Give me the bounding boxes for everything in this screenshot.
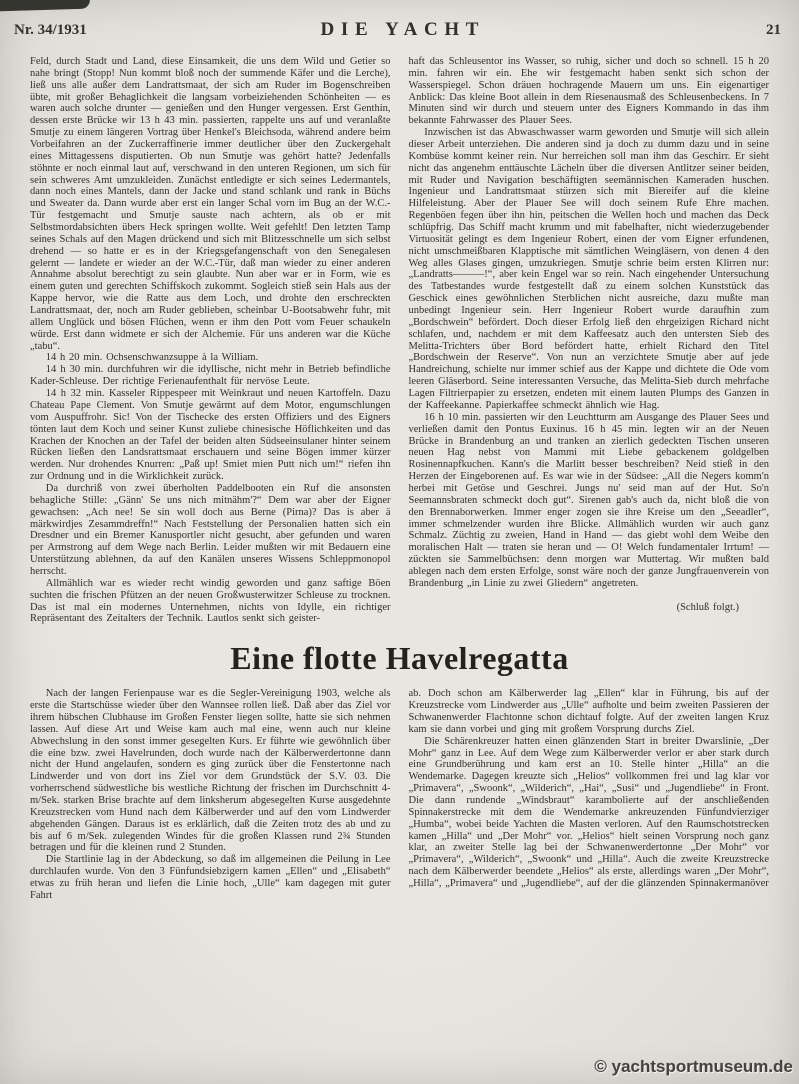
page-number: 21 <box>766 22 781 38</box>
paragraph: ab. Doch schon am Kälberwerder lag „Ellen“ klar in Führung, bis auf der Kreuzstrecke vom Lindwerder aus „Ulle“ aufholte und beim zweiten Passieren der Schwanenwerder Flachtonne schon dichtauf folgte. Auf der zweiten langen Kruz kam sie dann vorbei und ging mit großem Vorsprung durchs Ziel. <box>408 688 769 735</box>
paragraph: Die Startlinie lag in der Abdeckung, so daß im allgemeinen die Peilung in Lee durchlaufen wurde. Von den 3 Fünfundsiebzigern kamen „Ellen“ und „Elisabeth“ etwas zu früh heran und liefen die Linie hoch, „Ulle“ kam dagegen mit guter Fahrt <box>30 854 391 901</box>
closing-note: (Schluß folgt.) <box>676 601 739 613</box>
paragraph: Feld, durch Stadt und Land, diese Einsamkeit, die uns dem Wild und Getier so nahe bringt (Stopp! Nun kommt bloß noch der summende Käfer und die Lerche), ließ uns alle außer dem Landrattsmaat, der sich am Ruder im Bogenschreiben übte, mit großer Behaglichkeit die langsam vorbeiziehenden Schönheiten — es waren auch solche drunter — genießen und den Hunger vergessen. Erst Genthin, dessen erste Brücke wir 13 h 43 min. passierten, rappelte uns auf und veranlaßte Smutje zu einem längeren Vortrag über Henkel's Bleichsoda, während andere beim Vorbeifahren an der Zuckerraffinerie immer deutlicher über den Zuckergehalt eines Mittagessens disputierten. Ob nun Smutje was gehört hatte? Jedenfalls stöhnte er noch einmal laut auf, verschwand in den unteren Regionen, um sich für sein schweres Amt umzukleiden. Zunächst entledigte er sich seines Ledermantels, dann noch eines Mantels, dann der Jacke und stand schlank und rank in Büchs und Sweater da. Dann wurde aber erst ein langer Schal vorn im Bug an der W.C.-Tür festgemacht und Smutje sauste nach achtern, als ob er mit Selbstmordabsichten übers Heck springen wollte. Weit gefehlt! Den letzten Tamp seines Schals auf den Magen drückend und sich mit Blitzesschnelle um sich selbst drehend — so hatte er es in der Kriegsgefangenschaft von den Senegalesen gelernt — landete er wieder an der W.C.-Tür, daß man wieder zu einer anderen Annahme absolut berechtigt zu sein glaubte. Nun aber war er in Form, wie es einem guten und gerechten Schiffskoch zukommt. Sogleich stieß sein Hals aus der Kappe hervor, wie die Ratte aus dem Loch, und drohte den erschreckten Landrattsmaat, der, noch am Ruder geblieben, scheinbar U-Bootsabwehr fuhr, mit allem Unglück und bösen Flüchen, wenn er ihm den Pott vom Feuer schaukeln würde. Erst dann widmete er sich der Alchemie. Für uns anderen war die Küche „tabu“. <box>30 56 391 352</box>
paragraph: Da durchriß von zwei überholten Paddelbooten ein Ruf die ansonsten behagliche Stille: „Gänn' Se uns nich mitnähm'?“ Dem war aber der Eigner gewachsen: „Ach nee! Se sin woll doch aus Berne (Pirna)? Das is aber ä märkwirdjes Zesammdreffn!“ Nach Feststellung der Personalien hatten sich ein Dresdner und ein Bremer Kanusportler nicht gesucht, aber gefunden und waren per Armstrong auf dem Wege nach Berlin. Leider mußten wir mit Bedauern eine Unterstützung ablehnen, da auf den Kanälen unseres Wissens Schleppmonopol herrscht. <box>30 482 391 577</box>
paragraph: haft das Schleusentor ins Wasser, so ruhig, sicher und doch so schnell. 15 h 20 min. fahren wir ein. Ehe wir festgemacht haben senkt sich schon der Wasserspiegel. Schon dräuen hochragende Mauern um uns. Ein eigenartiger Anblick: Das kleine Boot allein in dem Riesenausmaß des Schleusenbeckens. In 7 Minuten sind wir durch und steuern unter des Eigners Kommando in das ihm bekannte Fahrwasser des Plauer Sees. <box>408 56 769 127</box>
right-column <box>409 56 770 625</box>
left-column <box>30 688 391 901</box>
left-column <box>30 56 391 625</box>
paragraph: 16 h 10 min. passierten wir den Leuchtturm am Ausgange des Plauer Sees und verließen damit den Pontus Euxinus. 16 h 45 min. legten wir an der Neuen Brücke in Brandenburg an und tranken an zierlich gedeckten Tischen unseren neuen Hag nebst von Mammi mit Liebe gebackenem goldgelben Rosinennapfkuchen. Kann's die Marlitt besser beschreiben? Neid stieß in den Herzen der Eingeborenen auf. Es war wie in der Südsee: „All die Negers komm'n herbei mit Getöse und Geschrei. Jungs nu' seid man auf der Hut. So'n Seemannsbraten schmeckt doch gut“. Sirenen gab's auch da, nicht bloß die von den Brennaborwerken. Immer enger zogen sie ihre Kreise um den „Seeadler“, immer schmelzender wurden ihre Blicke. Allmählich wurden wir auch ganz Schmalz. Züchtig zu zweien, Hand in Hand — das giebt wohl dem Weibe den moralischen Halt — traten sie heran und — O! Welch fundamentaler Irrtum! — zückten sie Sammelbüchsen: denn morgen war Muttertag. Wir mußten bald ablegen nach dem ersten Erfolge, sonst wäre noch der ganze Jungfrauenverein von Brandenburg „in Linie zu zwei Gliedern“ angetreten. <box>408 411 769 589</box>
paragraph: Die Schärenkreuzer hatten einen glänzenden Start in breiter Dwarslinie, „Der Mohr“ ganz in Lee. Auf dem Wege zum Kälberwerder verlor er aber stark durch eine Grundberührung und kam erst an 10. Stelle hinter „Hilla“ an die Wendemarke. Dagegen kreuzte sich „Helios“ vollkommen frei und lag klar vor „Primavera“, „Swoonk“, „Wilderich“, „Hai“, „Susi“ und „Jugendliebe“ in Front. Die dann rundende „Windsbraut“ karambolierte auf der anschließenden Spinnakerstrecke mit dem die Wendemarke ankreuzenden Fünfundvierziger „Humba“, wobei beide Yachten die Masten verloren. Auf den Raumschotstrecken kamen „Hilla“ und „Der Mohr“ vor. „Helios“ hielt seinen Vorsprung noch ganz klar, an zweiter Stelle lag bei der Schwanenwerdertonne „Der Mohr“ vor „Primavera“, „Wilderich“, „Swoonk“ und „Hilla“. Auch die zweite Kreuzstrecke nach dem Kälberwerder beendete „Helios“ als erste, allerdings waren „Der Mohr“, „Hilla“, „Primavera“ und „Jugendliebe“, auf der die glänzenden Spinnakermanöver <box>408 735 769 889</box>
article-continuation <box>30 56 769 625</box>
article-havelregatta <box>30 688 769 901</box>
issue-number: Nr. 34/1931 <box>14 22 87 38</box>
right-column <box>409 688 770 901</box>
masthead <box>0 0 799 48</box>
paragraph: Allmählich war es wieder recht windig geworden und ganz saftige Böen suchten die frischen Pfützen an der neuen Großwusterwitzer Schleuse zu trocknen. Das ist mal ein modernes Unternehmen, nichts von Idylle, ein richtiger Repräsentant des Zeitalters der Technik. Lautlos senkt sich geister- <box>30 577 391 625</box>
watermark: © yachtsportmuseum.de <box>594 1057 793 1076</box>
article-headline: Eine flotte Havelregatta <box>230 640 569 677</box>
magazine-title: DIE YACHT <box>320 19 486 40</box>
paragraph: 14 h 30 min. durchfuhren wir die idyllische, nicht mehr in Betrieb befindliche Kader-Schleuse. Der richtige Ferienaufenthalt für nervöse Leute. <box>30 364 391 388</box>
paragraph: 14 h 20 min. Ochsenschwanzsuppe à la William. <box>45 352 259 364</box>
paragraph: Inzwischen ist das Abwaschwasser warm geworden und Smutje will sich allein dieser Arbeit unterziehen. Die anderen sind ja doch zu dumm dazu und in seine Kombüse kommt keiner rein. Nur herreichen soll man ihm das Geschirr. Er sieht nicht das angenehm enttäuschte Lächeln über die diversen Antlitzer seiner beiden, mit Ruder und Navigation beschäftigten seemännischen Kameraden huschen. Ingenieur und Landrattsmaat stürzen sich mit Biereifer auf die kleine Hilfeleistung. Aber der Plauer See will doch seinem Rufe Ehre machen. Regenböen fegen über ihn hin, peitschen die Wellen hoch und machen das Deck schlüpfrig. Das Schiff macht krumm und mit fabelhafter, nicht wiederzugebender Virtuosität gelingt es dem Ingenieur Robert, einen der vom Eigner erfundenen, nicht umschmeißbaren Klapptische mit sämtlichen Weingläsern, von denen 4 den Weg alles Glases gingen, umzukriegen. Smutje schrie beim ersten Klirren nur: „Landratts———!“, aber kein Engel war so rein. Nach eingehender Untersuchung des Tatbestandes wurde festgestellt daß zu einem solchen Kunststück das Geschick eines gewöhnlichen Sterblichen nicht ausreiche, dazu mußte man unbedingt Ingenieur sein. Herr Ingenieur Robert wurde daraufhin zum „Bordschwein“ befördert. Doch dieser Erfolg ließ den ehrgeizigen Richard nicht schlafen, und, nachdem er mit dem Kaffeesatz auch den untersten Sieb des Melitta-Trichters über Bord befördert hatte, erhielt Richard den Titel „Bordschwein der Reserve“. Von nun an verzichtete Smutje aber auf jede Handreichung, schielte nur immer schief aus der Kappe und dichtete die Ode vom leeren Gläserbord. Seine interessanten Versuche, das Melitta-Sieb durch mehrfache Lagen Filtrierpapier zu ersetzen, endeten mit einem lauten Plumps des Ganzen in der Kaffeekanne. Papierkaffee schmeckt ähnlich wie Hag. <box>408 127 769 411</box>
paragraph: 14 h 32 min. Kasseler Rippespeer mit Weinkraut und neuen Kartoffeln. Dazu Chateau Pape Clement. Von Smutje gewärmt auf dem Motor, engumschlungen vom Auspuffrohr. Sic! Von der Tischecke des ersten Offiziers und des Eigners tönten laut dem Koch und seiner Kunst zuliebe chinesische Höflichkeiten und das Krachen der Knochen an der Tafel der beiden alten Südseeinsulaner hinter seinem Rücken ließen den Landsrattsmaat erschauern und seine Bögen immer kürzer werden. Nur drohendes Knurren: „Paß up! Smiet mien Putt nich um!“ riefen ihn zur Ordnung und in die Wirklichkeit zurück. <box>30 388 391 483</box>
paragraph: Nach der langen Ferienpause war es die Segler-Vereinigung 1903, welche als erste die Startschüsse wieder über den Wannsee rollen ließ. Daß aber das Ziel vor ihrem hübschen Clubhause im Großen Fenster liegen sollte, hatte sie sich nehmen lassen. Auf diese Art und Weise kam auch mal eine, wenn auch nur kleine Abwechslung in den sonst immer gesegelten Kurs. Er führte wie gewöhnlich über die eine bzw. zwei Havelrunden, doch wurde nach der Kälberwerdertonne dann nicht der Hund angelaufen, sondern es ging zurück über die Fenstertonne nach Lindwerder und von dort ins Ziel vor dem Grundstück der S.V. 03. Die vorherrschend südwestliche bis westliche Richtung der frischen im Durchschnitt 4-m/Sek. starken Brise brachte auf dem linksherum abgesegelten Kurse ausgedehnte Kreuzstrecken vom Hund nach dem Kälberwerder und auf den vom Lindwerder abgehenden Gängen. Daraus ist es erklärlich, daß die Zeiten trotz des ab und zu bis auf 6 m/Sek. zulegenden Windes für die großen Klassen rund 2¾ Stunden betragen und für die kleinen rund 2 Stunden. <box>30 688 391 854</box>
